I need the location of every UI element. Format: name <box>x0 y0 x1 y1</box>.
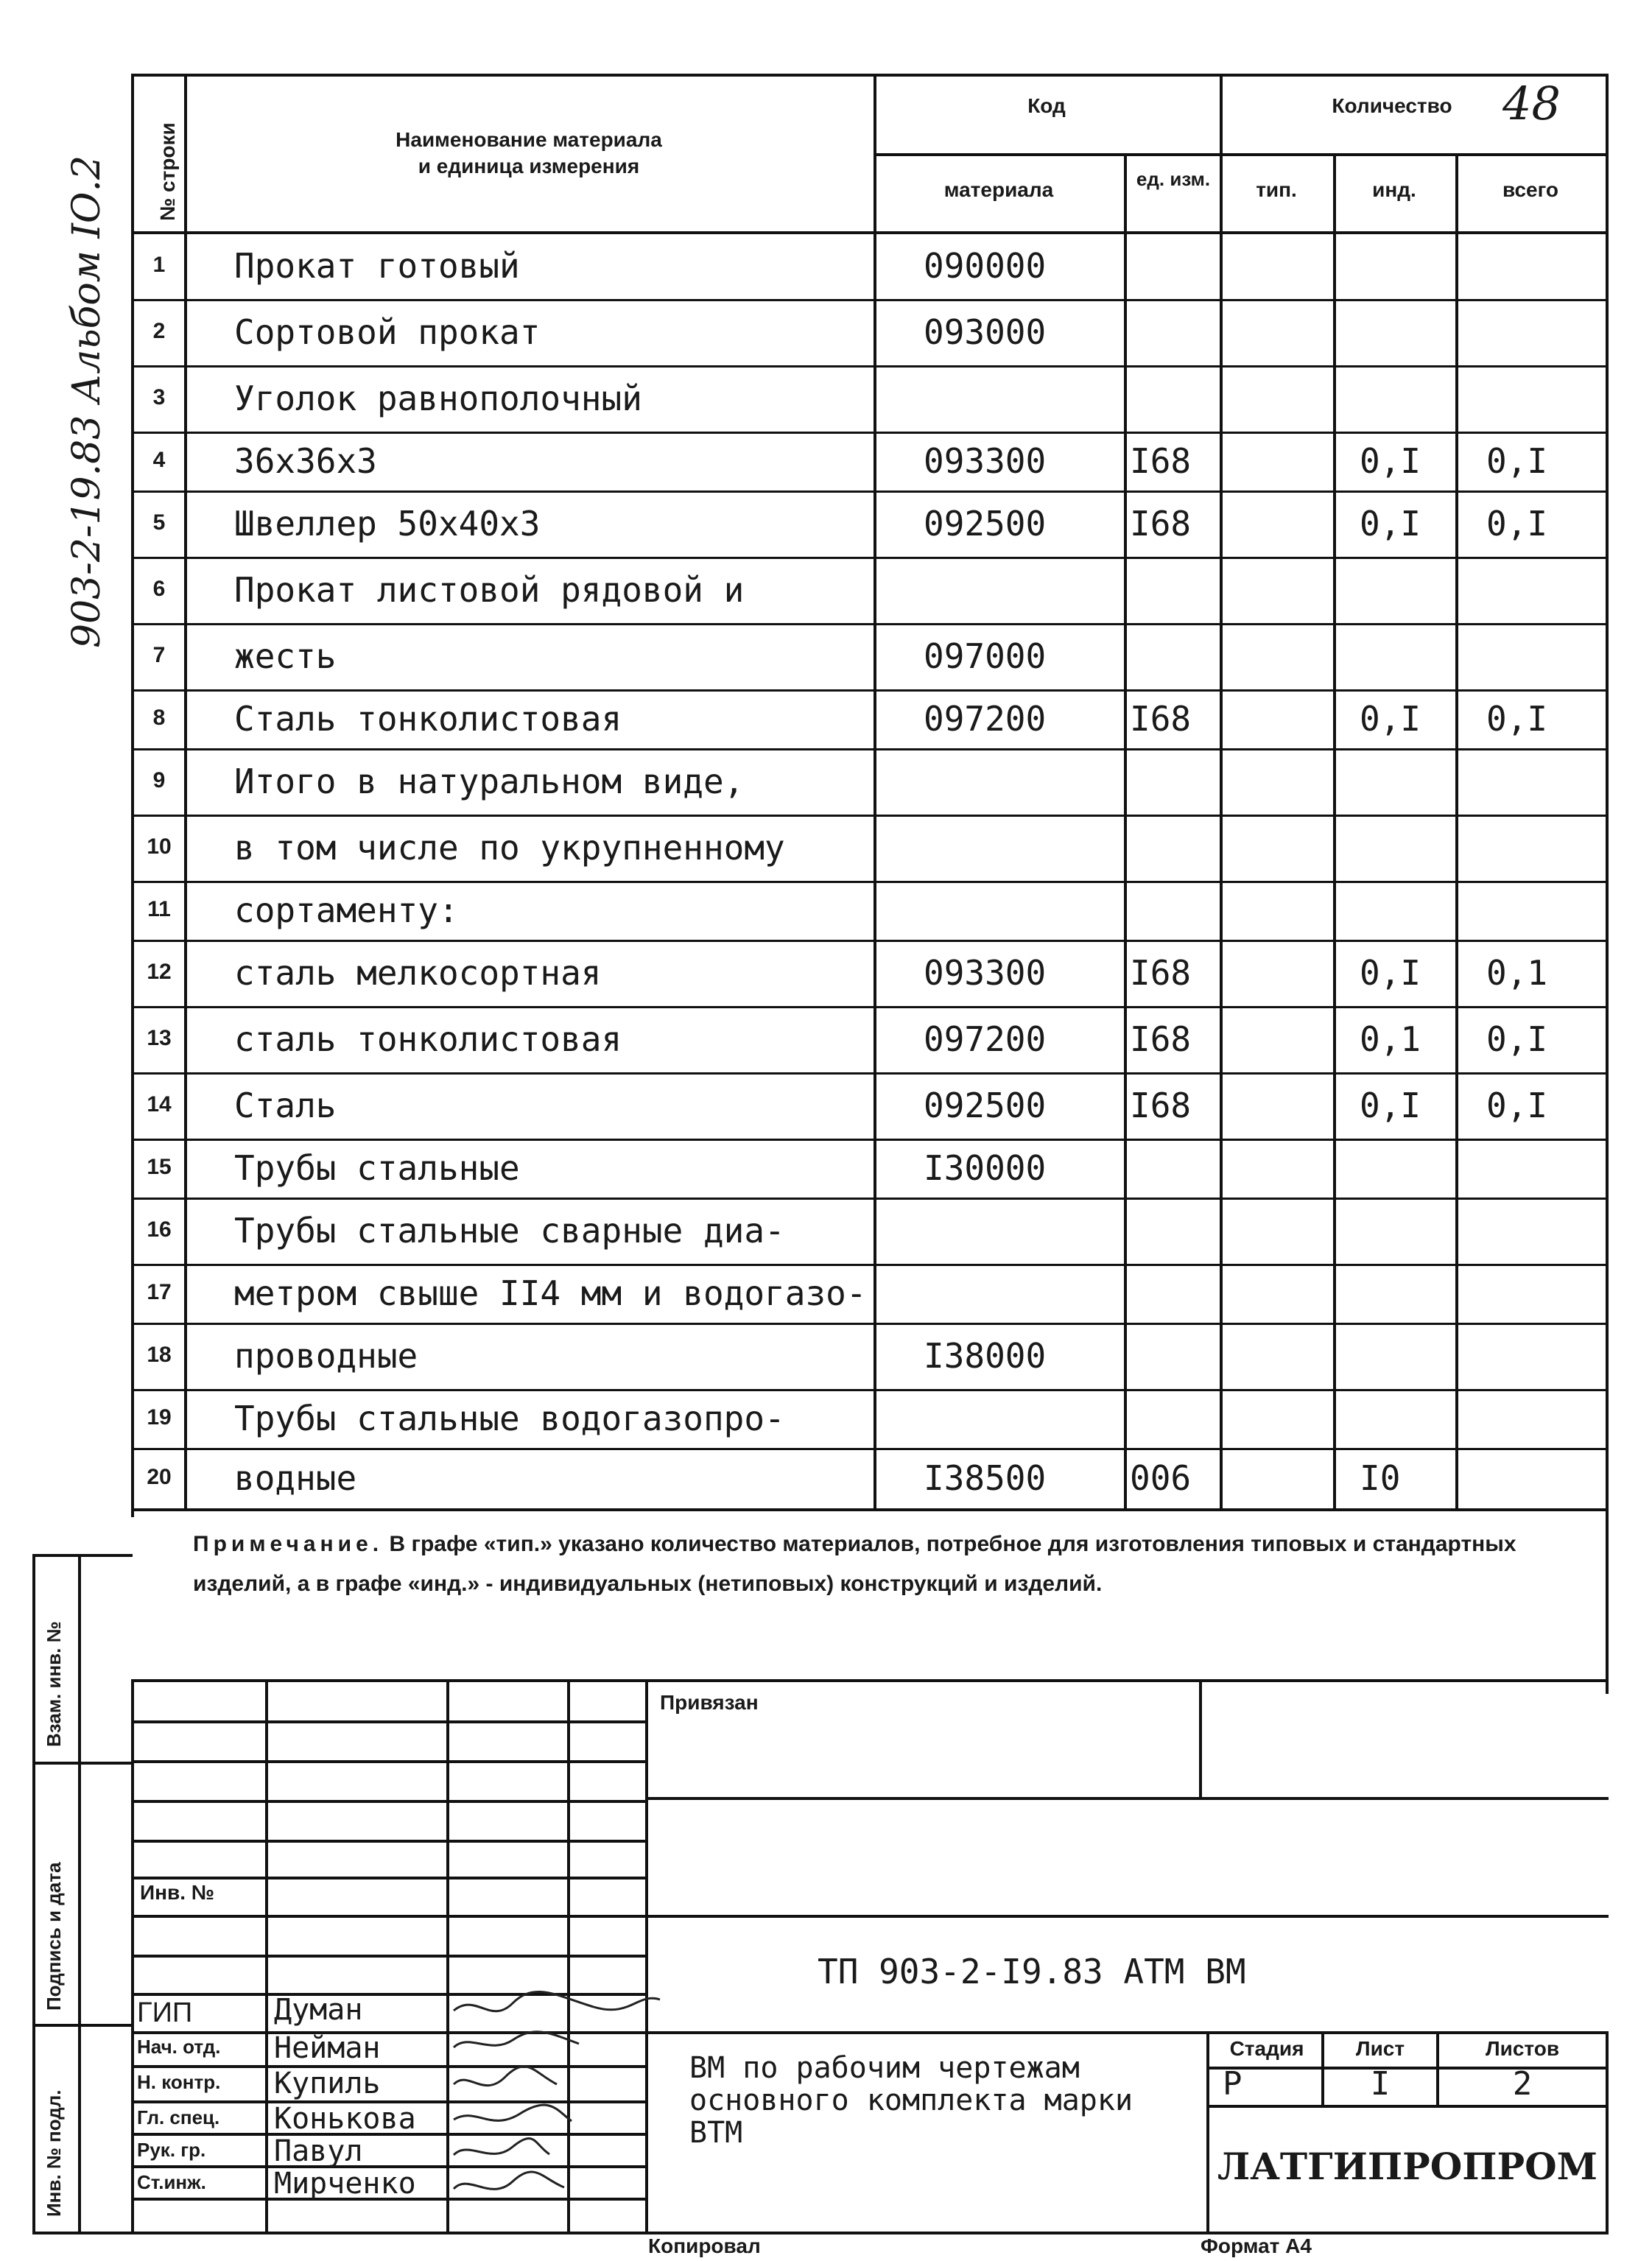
staff-name: Купиль <box>274 2067 381 2100</box>
material-name: в том числе по укрупненному <box>234 828 785 868</box>
row-divider <box>131 1448 1609 1450</box>
row-number: 9 <box>152 768 166 792</box>
sheet-value: I <box>1370 2065 1391 2103</box>
material-name: водные <box>234 1458 357 1498</box>
material-name: сталь мелкосортная <box>234 953 602 993</box>
material-code: I38000 <box>924 1336 1047 1376</box>
qty-ind: 0,1 <box>1360 1019 1421 1059</box>
row-number: 8 <box>152 706 166 730</box>
unit-code: 006 <box>1130 1458 1192 1498</box>
privyazan-label: Привязан <box>660 1691 759 1714</box>
unit-code: I68 <box>1130 441 1192 481</box>
staff-role: Гл. спец. <box>137 2106 220 2128</box>
header-quantity: Количество <box>1332 94 1452 117</box>
row-number: 19 <box>147 1405 172 1430</box>
row-number: 7 <box>152 643 166 667</box>
qty-total: 0,I <box>1486 699 1548 739</box>
signature-kupil <box>454 2067 557 2086</box>
header-qty-typ: тип. <box>1256 178 1297 201</box>
material-name: Прокат готовый <box>234 246 520 286</box>
header-code-unit: ед. изм. <box>1136 168 1211 190</box>
qty-total: 0,I <box>1486 504 1548 544</box>
unit-code: I68 <box>1130 504 1192 544</box>
organization-name: ЛАТГИПРОПРОМ <box>1217 2145 1597 2188</box>
side-label-podpis: Подпись и дата <box>43 1862 65 2011</box>
signature-konkova <box>454 2105 572 2121</box>
row-divider <box>131 689 1609 692</box>
qty-ind: 0,I <box>1360 1086 1421 1125</box>
note-label: Примечание. <box>193 1532 384 1556</box>
material-name: Уголок равнополочный <box>234 379 642 418</box>
row-divider <box>131 557 1609 559</box>
material-code: I38500 <box>924 1458 1047 1498</box>
signature-mirchenko <box>454 2172 564 2189</box>
row-number: 17 <box>147 1280 172 1304</box>
material-name: проводные <box>234 1336 418 1376</box>
sheets-value: 2 <box>1512 2065 1533 2103</box>
material-name: Сталь <box>234 1086 337 1125</box>
material-name: Сталь тонколистовая <box>234 699 622 739</box>
row-number: 15 <box>147 1155 172 1179</box>
row-divider <box>131 1264 1609 1266</box>
document-description: ВМ по рабочим чертежам основного комплекта марки ВТМ <box>689 2051 1133 2150</box>
row-number: 11 <box>147 897 171 921</box>
material-name: жесть <box>234 636 337 676</box>
header-name: Наименование материала и единица измерения <box>396 128 662 177</box>
qty-total: 0,I <box>1486 441 1548 481</box>
row-divider <box>131 1389 1609 1391</box>
staff-name: Конькова <box>274 2102 416 2136</box>
material-name: Прокат листовой рядовой и <box>234 570 745 610</box>
material-name: 36х36х3 <box>234 441 377 481</box>
stage-value: Р <box>1223 2065 1242 2103</box>
staff-name: Мирченко <box>274 2167 416 2201</box>
row-divider <box>131 1006 1609 1008</box>
material-code: 093000 <box>924 312 1047 352</box>
footer-copied: Копировал <box>648 2234 761 2257</box>
album-stamp: 903-2-19.83 Альбом IО.2 <box>65 155 109 648</box>
staff-name: Павул <box>274 2134 363 2168</box>
row-number: 20 <box>147 1465 172 1489</box>
unit-code: I68 <box>1130 953 1192 993</box>
header-qty-total: всего <box>1502 178 1559 201</box>
unit-code: I68 <box>1130 1086 1192 1125</box>
qty-total: 0,1 <box>1486 953 1548 993</box>
material-name: Итого в натуральном виде, <box>234 762 745 801</box>
qty-total: 0,I <box>1486 1019 1548 1059</box>
header-code: Код <box>1027 94 1066 117</box>
row-number: 3 <box>152 385 166 409</box>
row-number: 1 <box>152 253 166 277</box>
row-divider <box>131 940 1609 942</box>
row-divider <box>131 881 1609 883</box>
qty-ind: 0,I <box>1360 504 1421 544</box>
row-divider <box>131 1198 1609 1200</box>
qty-total: 0,I <box>1486 1086 1548 1125</box>
material-name: сортаменту: <box>234 890 459 930</box>
sheets-label: Листов <box>1485 2037 1560 2060</box>
inv-no-label: Инв. № <box>140 1881 215 1904</box>
material-code: 093300 <box>924 441 1047 481</box>
row-number: 12 <box>147 960 172 984</box>
material-code: 093300 <box>924 953 1047 993</box>
header-row-number: № строки <box>156 122 179 221</box>
staff-role: ГИП <box>137 1997 193 2028</box>
qty-ind: I0 <box>1360 1458 1401 1498</box>
staff-role: Ст.инж. <box>137 2171 206 2193</box>
row-divider <box>131 1323 1609 1325</box>
row-number: 4 <box>152 448 166 472</box>
material-code: 092500 <box>924 1086 1047 1125</box>
signature-neiman <box>454 2032 579 2047</box>
row-divider <box>131 365 1609 368</box>
material-name: метром свыше II4 мм и водогазо- <box>234 1273 867 1313</box>
row-number: 16 <box>147 1217 172 1242</box>
header-qty-ind: инд. <box>1372 178 1416 201</box>
side-label-inv-podl: Инв. № подл. <box>43 2089 65 2217</box>
unit-code: I68 <box>1130 699 1192 739</box>
material-name: сталь тонколистовая <box>234 1019 622 1059</box>
staff-name: Думан <box>274 1993 363 2027</box>
qty-ind: 0,I <box>1360 441 1421 481</box>
staff-role: Рук. гр. <box>137 2139 206 2161</box>
row-number: 14 <box>147 1092 172 1117</box>
footer-format: Формат А4 <box>1201 2234 1312 2257</box>
document-code: ТП 903-2-I9.83 АТМ ВМ <box>818 1952 1246 1991</box>
row-number: 6 <box>152 577 166 601</box>
row-divider <box>131 299 1609 301</box>
signature-duman <box>454 1991 660 2011</box>
row-number: 13 <box>147 1026 172 1050</box>
staff-role: Н. контр. <box>137 2071 221 2093</box>
row-divider <box>131 748 1609 750</box>
row-number: 2 <box>152 319 166 343</box>
row-number: 18 <box>147 1343 172 1367</box>
material-code: 097200 <box>924 699 1047 739</box>
side-label-vzam: Взам. инв. № <box>43 1621 65 1747</box>
row-divider <box>131 623 1609 625</box>
material-name: Трубы стальные <box>234 1148 520 1188</box>
row-number: 10 <box>147 834 172 859</box>
material-code: 090000 <box>924 246 1047 286</box>
row-divider <box>131 1072 1609 1075</box>
signature-pavul <box>454 2139 549 2155</box>
row-divider <box>131 490 1609 493</box>
material-name: Трубы стальные сварные диа- <box>234 1211 785 1251</box>
row-number: 5 <box>152 510 166 535</box>
row-divider <box>131 1139 1609 1141</box>
unit-code: I68 <box>1130 1019 1192 1059</box>
material-code: 092500 <box>924 504 1047 544</box>
note-text: В графе «тип.» указано количество материалов, потребное для изготовления типовых и стандартных изделий, а в графе «инд.» - индивидуальных (нетиповых) конструкций и изделий. <box>193 1532 1516 1596</box>
material-code: I30000 <box>924 1148 1047 1188</box>
signatures <box>446 1989 667 2239</box>
note <box>193 1525 1578 1604</box>
material-code: 097200 <box>924 1019 1047 1059</box>
header-code-material: материала <box>943 178 1054 201</box>
qty-ind: 0,I <box>1360 953 1421 993</box>
page-number-handwritten: 48 <box>1502 77 1561 130</box>
staff-name: Нейман <box>274 2031 381 2065</box>
sheet-label: Лист <box>1355 2037 1405 2060</box>
row-divider <box>131 432 1609 434</box>
row-divider <box>131 815 1609 817</box>
staff-role: Нач. отд. <box>137 2036 221 2058</box>
material-name: Сортовой прокат <box>234 312 541 352</box>
qty-ind: 0,I <box>1360 699 1421 739</box>
stage-label: Стадия <box>1229 2037 1304 2060</box>
material-name: Швеллер 50х40х3 <box>234 504 541 544</box>
material-name: Трубы стальные водогазопро- <box>234 1399 785 1438</box>
material-code: 097000 <box>924 636 1047 676</box>
